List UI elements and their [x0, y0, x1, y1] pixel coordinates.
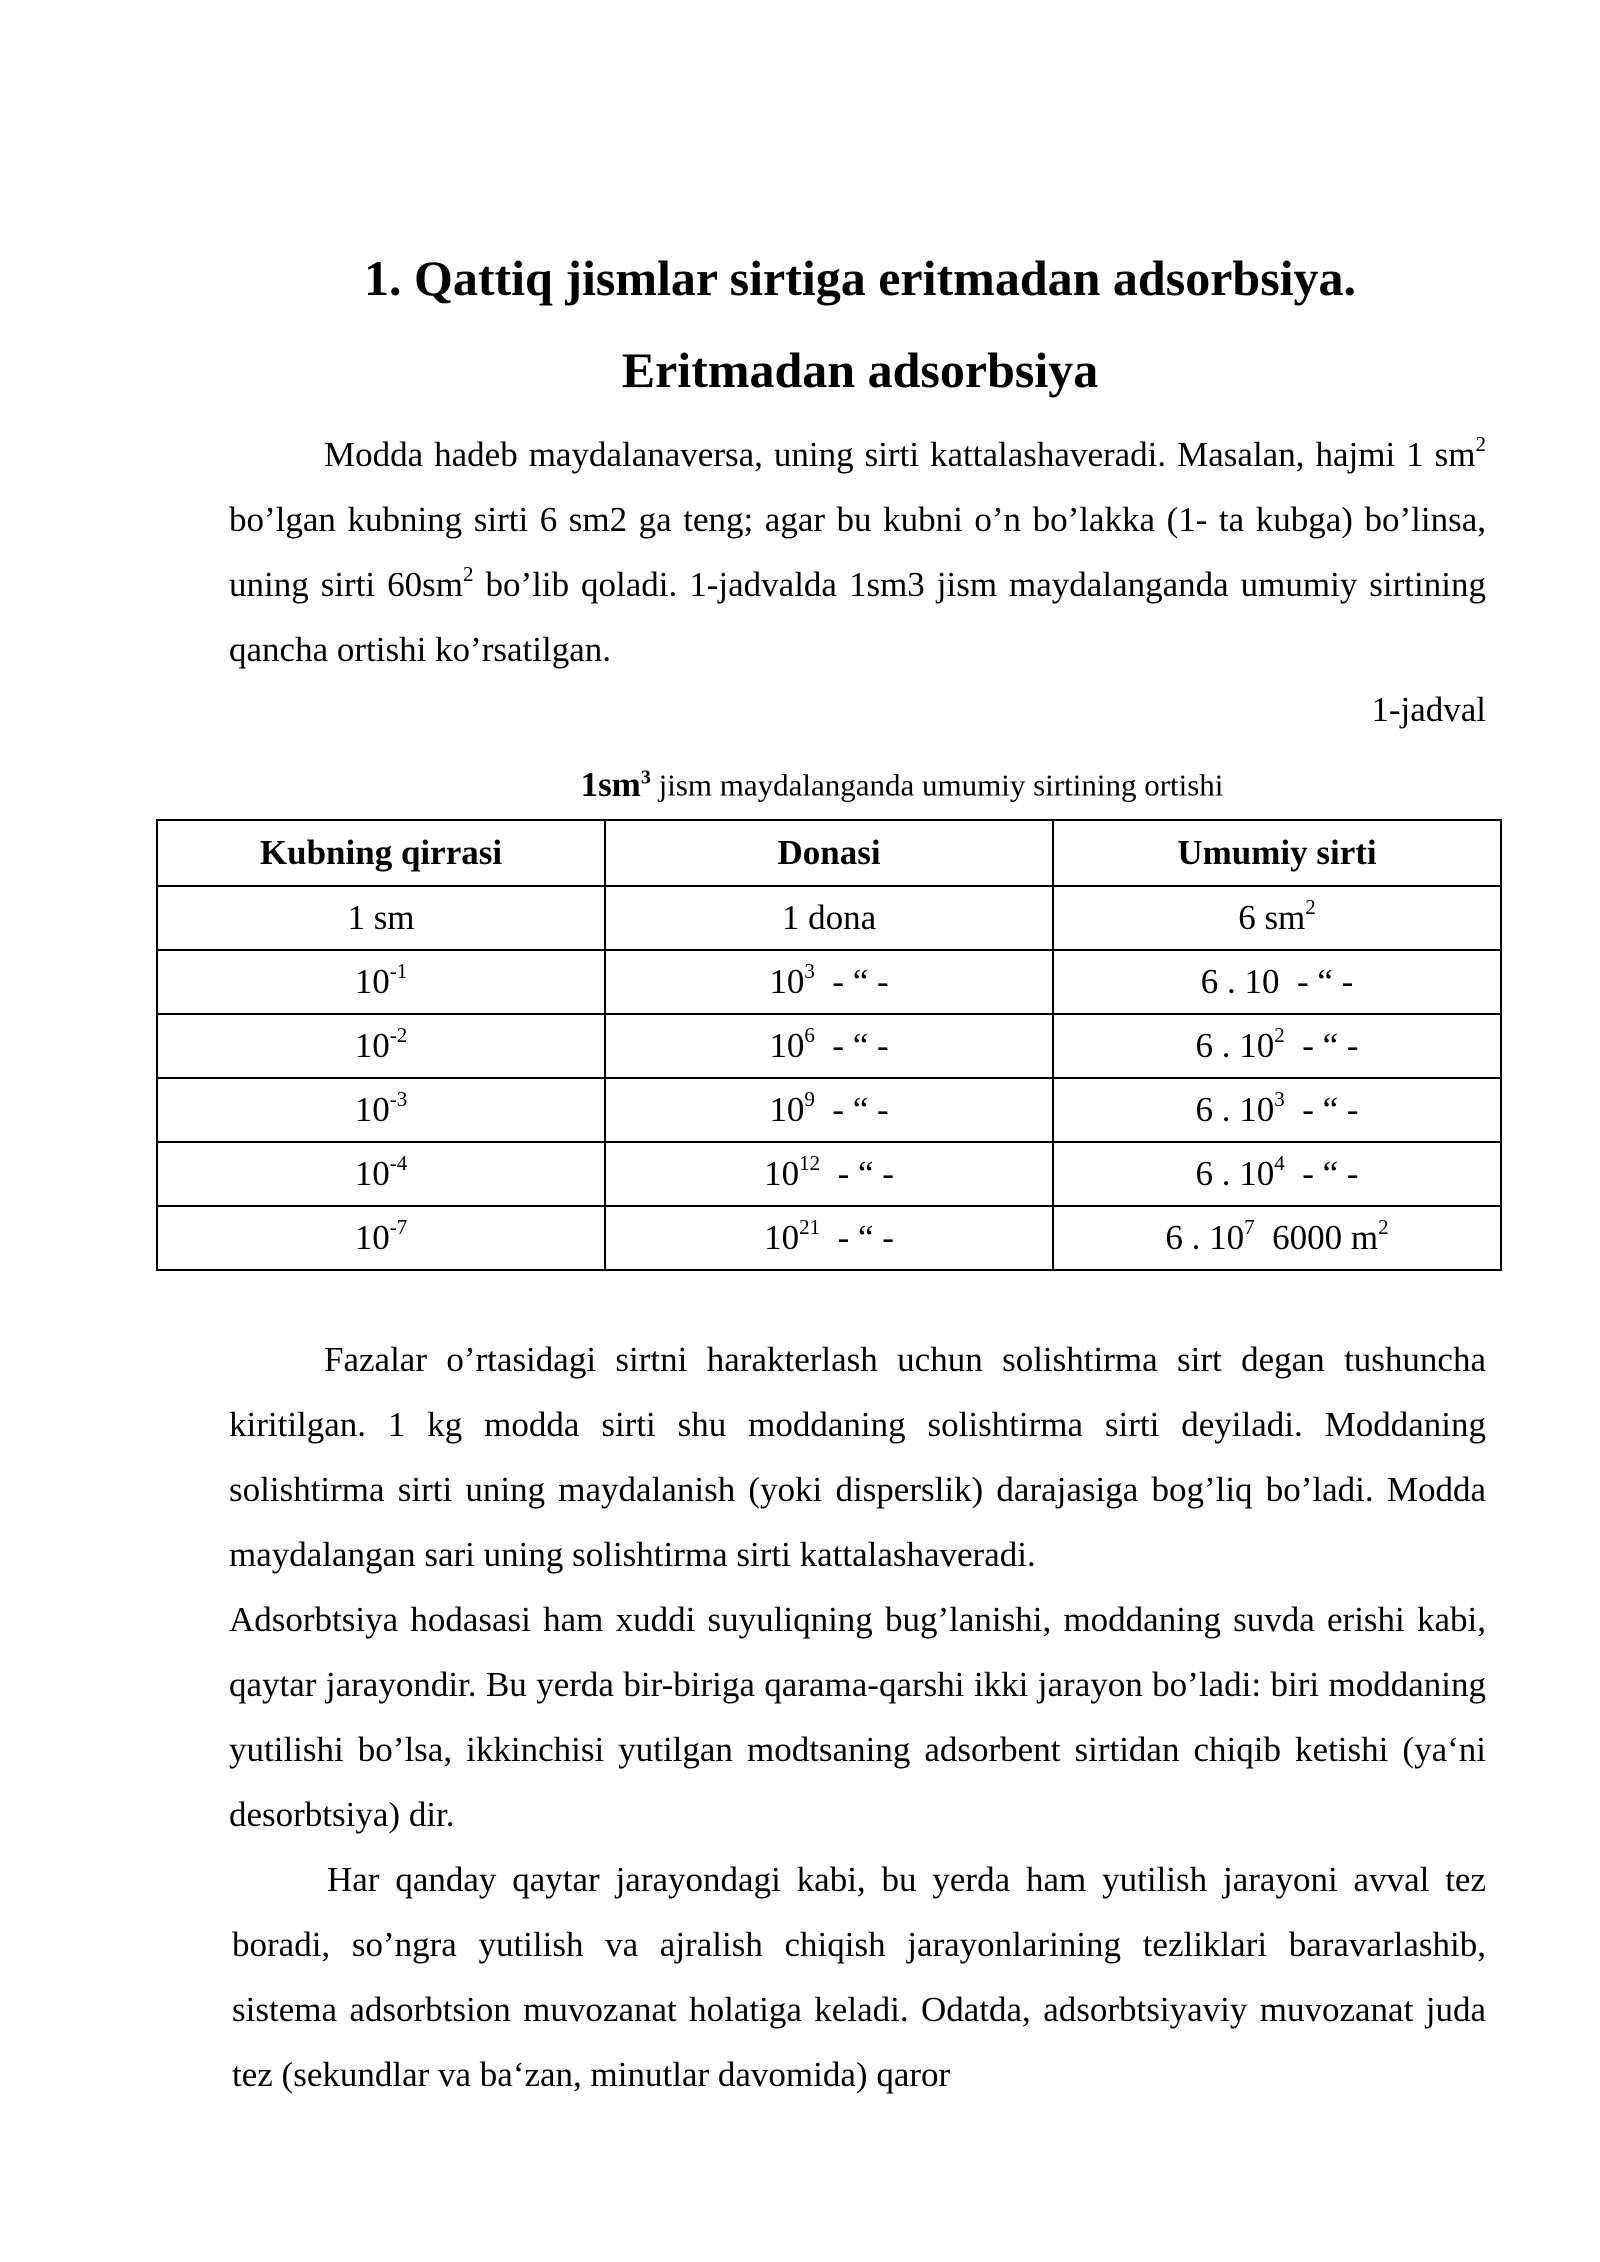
cell-base: 10: [354, 962, 390, 1001]
paragraph-intro-text-3: bo’lib qoladi. 1-jadvalda 1sm3 jism maydalanganda umumiy sirtining qancha ortishi ko’rsatilgan.: [229, 565, 1486, 669]
cell-value: [1201, 962, 1354, 1002]
cell-value: [1238, 895, 1316, 938]
superscript: 2: [1305, 895, 1316, 919]
table-cell: [605, 1078, 1053, 1142]
table-caption-strong: [581, 765, 651, 804]
table-cell: [157, 950, 605, 1014]
superscript: 2: [1475, 432, 1486, 456]
table-cell: [157, 1014, 605, 1078]
table-label: 1-jadval: [1371, 690, 1486, 729]
cell-value: [769, 1023, 889, 1066]
column-header: Umumiy sirti: [1053, 820, 1501, 886]
paragraph-intro: [229, 422, 1486, 682]
paragraph-specific-surface: Fazalar o’rtasidagi sirtni harakterlash uchun solishtirma sirt degan tushuncha kiritilgan. 1 kg modda sirti shu moddaning solishtirma sirti deyiladi. Moddaning solishtirma sirti uning maydalanish (yoki disperslik) darajasiga bog’liq bo’ladi. Modda maydalangan sari uning solishtirma sirti kattalashaveradi.: [229, 1340, 1486, 1574]
superscript: 3: [1274, 1087, 1285, 1111]
superscript: 7: [1244, 1215, 1255, 1239]
data-table: [156, 819, 1502, 1271]
cell-suffix: - “ -: [814, 962, 889, 1001]
cell-base: 10: [354, 1090, 390, 1129]
table-cell: [1053, 886, 1501, 950]
table-row: [157, 1142, 1501, 1206]
paragraph-intro-text-1: Modda hadeb maydalanaversa, uning sirti kattalashaveradi. Masalan, hajmi 1 sm: [324, 435, 1476, 474]
cell-suffix: - “ -: [1284, 1090, 1359, 1129]
cell-suffix: - “ -: [1284, 1154, 1359, 1193]
cell-value: [354, 1023, 408, 1066]
paragraph-reversibility: Adsorbtsiya hodasasi ham xuddi suyuliqning bug’lanishi, moddaning suvda erishi kabi, qaytar jarayondir. Bu yerda bir-biriga qarama-qarshi ikki jarayon bo’ladi: biri moddaning yutilishi bo’lsa, ikkinchisi yutilgan modtsaning adsorbent sirtidan chiqib ketishi (ya‘ni desorbtsiya) dir.: [229, 1600, 1486, 1834]
cell-base: 6 . 10: [1195, 1090, 1275, 1129]
cell-suffix: - “ -: [1284, 1026, 1359, 1065]
cell-base: 1 sm: [347, 898, 415, 937]
cell-value: [1195, 1023, 1359, 1066]
cell-base: 6 sm: [1238, 898, 1306, 937]
cell-base: 6 . 10: [1200, 962, 1280, 1001]
table-row: [157, 1206, 1501, 1270]
superscript: 2: [462, 562, 474, 586]
table-cell: [605, 1014, 1053, 1078]
paragraph-intro-text-2: bo’lgan kubning sirti 6 sm2 ga teng; agar bu kubni o’n bo’lakka (1- ta kubga) bo’linsa, uning sirti 60sm: [229, 500, 1486, 604]
table-cell: [605, 1142, 1053, 1206]
cell-base: 1 dona: [781, 898, 877, 937]
table-header-row: [157, 820, 1501, 886]
superscript: -3: [389, 1087, 408, 1111]
column-header: Donasi: [605, 820, 1053, 886]
cell-base: 10: [764, 1218, 800, 1257]
superscript: -4: [389, 1151, 408, 1175]
table-cell: [1053, 1206, 1501, 1270]
table-cell: [605, 1206, 1053, 1270]
paragraph-equilibrium: Har qanday qaytar jarayondagi kabi, bu yerda ham yutilish jarayoni avval tez boradi, so’ngra yutilish va ajralish chiqish jarayonlarining tezliklari baravarlashib, sistema adsorbtsion muvozanat holatiga keladi. Odatda, adsorbtsiyaviy muvozanat juda tez (sekundlar va ba‘zan, minutlar davomida) qaror: [232, 1860, 1486, 2094]
cell-value: [764, 1151, 894, 1194]
cell-suffix: - “ -: [820, 1218, 894, 1257]
table-cell: [1053, 1078, 1501, 1142]
cell-base: 10: [354, 1218, 390, 1257]
cell-base: 6 . 10: [1195, 1154, 1275, 1193]
table-row: [157, 886, 1501, 950]
cell-base: 10: [354, 1026, 390, 1065]
table-cell: [157, 1206, 605, 1270]
cell-suffix: - “ -: [820, 1154, 894, 1193]
superscript: 3: [640, 766, 651, 788]
superscript: 2: [1274, 1023, 1285, 1047]
cell-value: [354, 959, 408, 1002]
cell-suffix: 6000 m: [1254, 1218, 1379, 1257]
superscript: 6: [804, 1023, 815, 1047]
table-cell: [157, 1078, 605, 1142]
superscript: -1: [389, 959, 408, 983]
cell-suffix: - “ -: [814, 1026, 889, 1065]
table-cell: [1053, 1014, 1501, 1078]
superscript: -2: [389, 1023, 408, 1047]
table-cell: [157, 1142, 605, 1206]
cell-base: 10: [764, 1154, 800, 1193]
superscript: -7: [389, 1215, 408, 1239]
cell-value: [764, 1215, 894, 1258]
cell-base: 10: [769, 1090, 805, 1129]
section-subtitle: Eritmadan adsorbsiya: [621, 342, 1099, 398]
cell-base: 10: [354, 1154, 390, 1193]
table-caption: [0, 753, 1600, 810]
table-row: [157, 1014, 1501, 1078]
superscript: 21: [799, 1215, 821, 1239]
cell-value: [769, 1087, 889, 1130]
table-cell: [1053, 1142, 1501, 1206]
cell-suffix: - “ -: [1279, 962, 1354, 1001]
cell-value: [1195, 1151, 1359, 1194]
superscript: 9: [804, 1087, 815, 1111]
table-cell: [1053, 950, 1501, 1014]
cell-base: 6 . 10: [1195, 1026, 1275, 1065]
superscript: 2: [1378, 1215, 1389, 1239]
cell-value: [347, 898, 414, 938]
cell-suffix: - “ -: [814, 1090, 889, 1129]
cell-base: 6 . 10: [1165, 1218, 1245, 1257]
superscript: 12: [799, 1151, 821, 1175]
table-caption-text: jism maydalanganda umumiy sirtining ortishi: [650, 767, 1224, 803]
cell-value: [1165, 1215, 1389, 1258]
section-title: 1. Qattiq jismlar sirtiga eritmadan adsorbsiya.: [363, 250, 1357, 306]
table-cell: [157, 886, 605, 950]
cell-value: [354, 1215, 408, 1258]
table-row: [157, 950, 1501, 1014]
column-header: Kubning qirrasi: [157, 820, 605, 886]
superscript: 4: [1274, 1151, 1285, 1175]
cell-value: [769, 959, 889, 1002]
table-row: [157, 1078, 1501, 1142]
table-cell: [605, 950, 1053, 1014]
cell-base: 10: [769, 962, 805, 1001]
cell-base: 10: [769, 1026, 805, 1065]
cell-value: [782, 898, 876, 938]
table-caption-strong-text: 1sm: [580, 764, 641, 804]
superscript: 3: [804, 959, 815, 983]
table-cell: [605, 886, 1053, 950]
cell-value: [354, 1151, 408, 1194]
cell-value: [354, 1087, 408, 1130]
cell-value: [1195, 1087, 1359, 1130]
